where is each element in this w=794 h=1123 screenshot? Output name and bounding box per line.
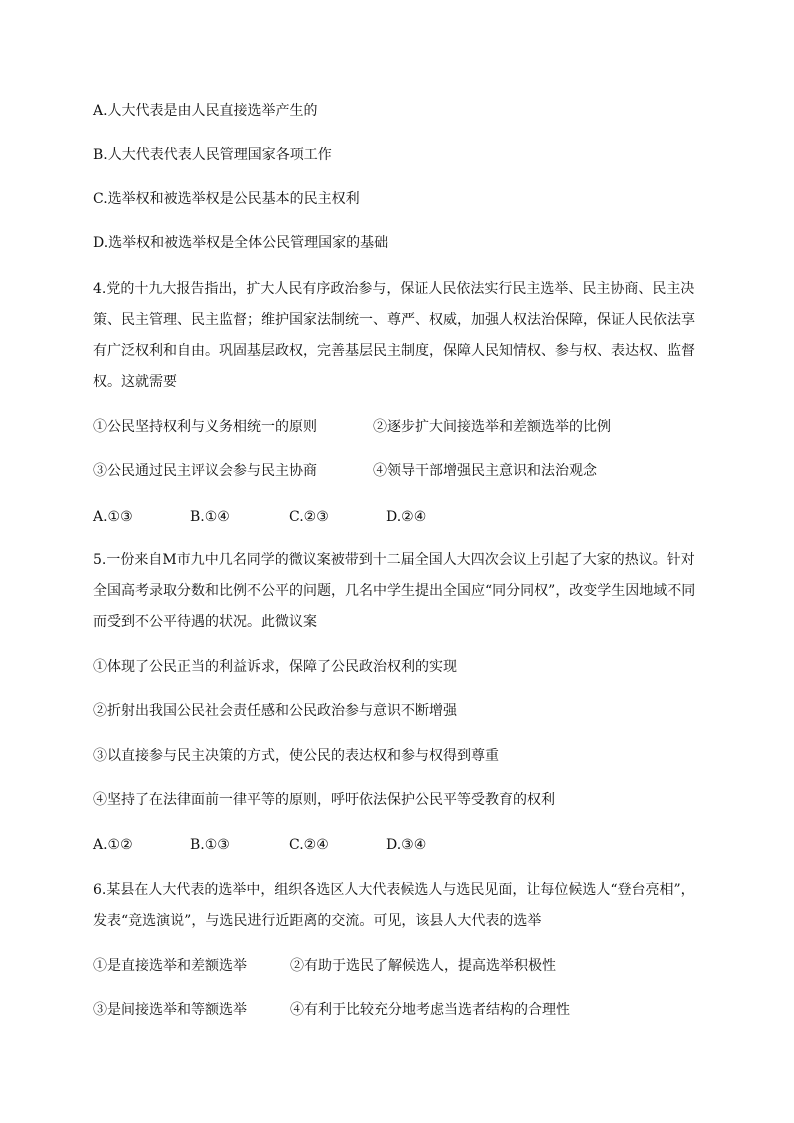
q5-stem-line-1: 5.一份来自M市九中几名同学的微议案被带到十二届全国人大四次会议上引起了大家的热议。针对 [93, 552, 695, 568]
q6-stem-line-2: 发表“竞选演说”，与选民进行近距离的交流。可见，该县人大代表的选举 [93, 913, 542, 929]
q5-stem-line-3: 而受到不公平待遇的状况。此微议案 [93, 614, 317, 630]
q4-choice-d: D.②④ [386, 509, 427, 525]
q4-item-2: ②逐步扩大间接选举和差额选举的比例 [373, 419, 611, 435]
q4-choice-b: B.①④ [190, 509, 230, 525]
q5-choice-b: B.①③ [190, 837, 230, 853]
q3-option-a: A.人大代表是由人民直接选举产生的 [93, 103, 318, 119]
q5-choice-c: C.②④ [289, 837, 329, 853]
q5-choice-d: D.③④ [386, 837, 427, 853]
q6-stem-line-1: 6.某县在人大代表的选举中，组织各选区人大代表候选人与选民见面，让每位候选人“登台亮相”， [93, 882, 695, 898]
q4-stem-line-4: 权。这就需要 [93, 374, 177, 390]
q5-item-1: ①体现了公民正当的利益诉求，保障了公民政治权利的实现 [93, 659, 457, 675]
q5-item-2: ②折射出我国公民社会责任感和公民政治参与意识不断增强 [93, 703, 457, 719]
q5-item-3: ③以直接参与民主决策的方式，使公民的表达权和参与权得到尊重 [93, 748, 499, 764]
q5-choice-a: A.①② [93, 837, 133, 853]
q6-item-1: ①是直接选举和差额选举 [93, 958, 247, 974]
q4-item-1: ①公民坚持权利与义务相统一的原则 [93, 419, 317, 435]
q4-stem-line-2: 策、民主管理、民主监督；维护国家法制统一、尊严、权威，加强人权法治保障，保证人民依法享 [93, 312, 695, 328]
q6-item-3: ③是间接选举和等额选举 [93, 1002, 247, 1018]
q4-item-3: ③公民通过民主评议会参与民主协商 [93, 463, 317, 479]
q3-option-d: D.选举权和被选举权是全体公民管理国家的基础 [93, 235, 389, 251]
q5-stem-line-2: 全国高考录取分数和比例不公平的问题，几名中学生提出全国应“同分同权”，改变学生因地域不同 [93, 583, 696, 599]
q5-item-4: ④坚持了在法律面前一律平等的原则，呼吁依法保护公民平等受教育的权利 [93, 792, 555, 808]
q6-item-2: ②有助于选民了解候选人，提高选举积极性 [290, 958, 556, 974]
q4-choice-c: C.②③ [289, 509, 329, 525]
q4-stem-line-3: 有广泛权利和自由。巩固基层政权，完善基层民主制度，保障人民知情权、参与权、表达权、监督 [93, 343, 695, 359]
q3-option-b: B.人大代表代表人民管理国家各项工作 [93, 147, 332, 163]
q4-stem-line-1: 4.党的十九大报告指出，扩大人民有序政治参与，保证人民依法实行民主选举、民主协商、民主决 [93, 281, 695, 297]
q3-option-c: C.选举权和被选举权是公民基本的民主权利 [93, 191, 360, 207]
q4-choice-a: A.①③ [93, 509, 133, 525]
q6-item-4: ④有利于比较充分地考虑当选者结构的合理性 [290, 1002, 570, 1018]
q4-item-4: ④领导干部增强民主意识和法治观念 [373, 463, 597, 479]
